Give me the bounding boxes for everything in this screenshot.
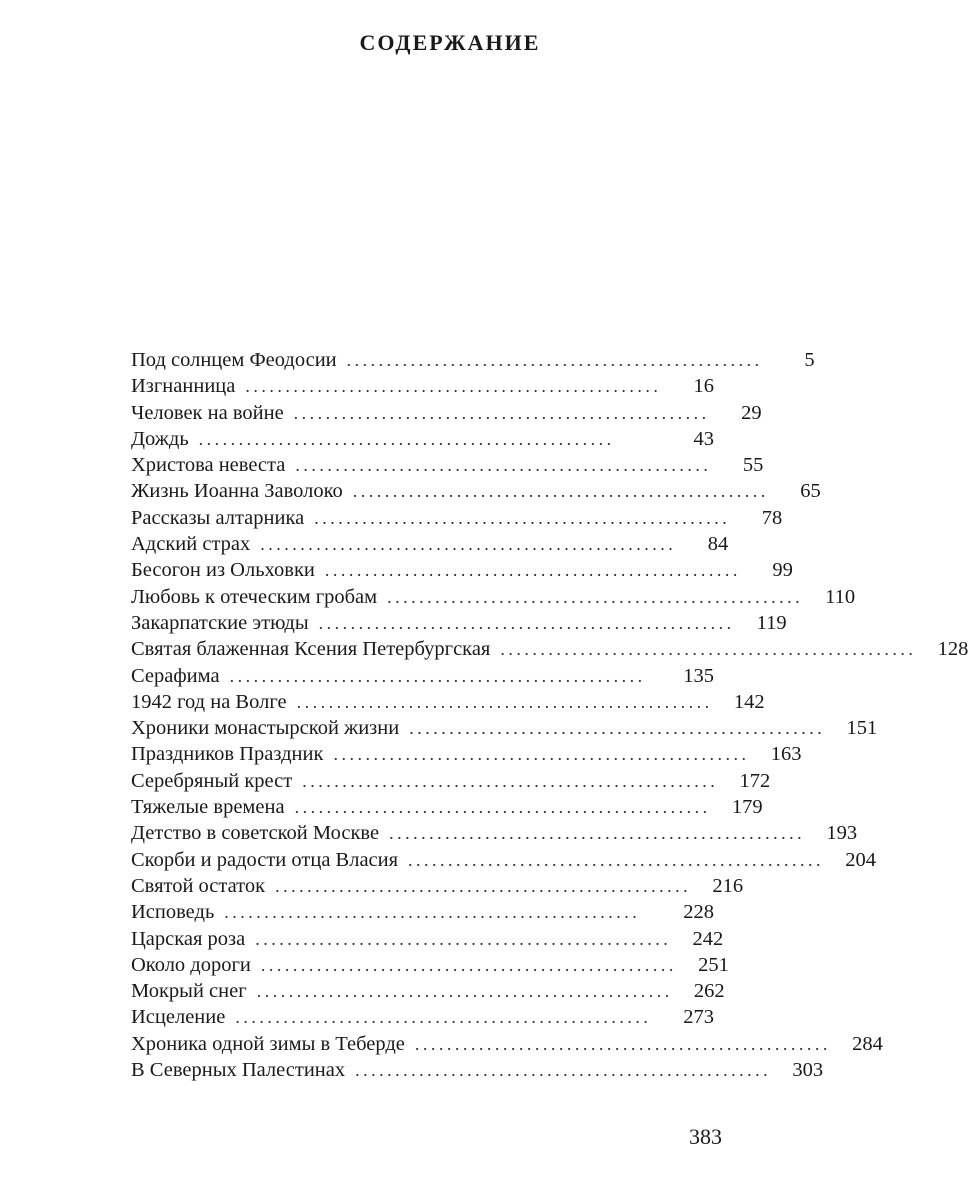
toc-entry[interactable] [131,478,821,504]
toc-entry-title: Жизнь Иоанна Заволоко [131,480,343,503]
dot-leader: .................................................... [346,350,763,370]
toc-entry[interactable] [131,1057,824,1083]
toc-entry-title: Скорби и радости отца Власия [131,848,399,871]
toc-entry[interactable] [131,373,714,399]
toc-entry-page: 262 [693,980,725,1003]
toc-entry-title: Человек на войне [131,401,284,424]
toc-entry[interactable] [131,715,878,741]
toc-entry[interactable] [131,505,783,531]
dot-leader: .................................................... [387,586,804,607]
toc-entry-title: Адский страх [131,533,251,556]
toc-entry[interactable] [131,873,744,899]
dot-leader: .................................................... [260,534,677,555]
dot-leader: .................................................... [352,481,769,502]
dot-leader: .................................................... [355,1060,772,1081]
toc-entry[interactable] [131,1004,714,1030]
toc-entry-page: 179 [731,796,763,819]
toc-entry-page: 29 [741,401,762,424]
toc-entry-title: Праздников Праздник [131,743,324,766]
toc-entry-title: Детство в советской Москве [131,822,380,845]
toc-entry[interactable] [131,452,764,478]
dot-leader: .................................................... [389,823,806,844]
toc-entry-title: Изгнанница [131,375,236,398]
dot-leader: .................................................... [408,849,825,870]
toc-entry-page: 99 [772,559,793,582]
toc-entry-page: 128 [937,638,968,661]
toc-entry-title: Святая блаженная Ксения Петербургская [131,638,491,661]
dot-leader: .................................................... [245,376,662,397]
toc-entry-page: 142 [733,690,765,713]
toc-entry[interactable] [131,636,968,662]
toc-entry-page: 228 [683,901,714,924]
dot-leader: .................................................... [318,612,735,633]
dot-leader: .................................................... [256,981,673,1002]
dot-leader: .................................................... [198,428,615,449]
toc-entry[interactable] [131,610,787,636]
toc-entry[interactable] [131,689,765,715]
dot-leader: .................................................... [229,665,646,686]
toc-entry-title: Хроники монастырской жизни [131,717,400,740]
toc-entry[interactable] [131,400,762,426]
toc-entry-page: 273 [683,1006,714,1029]
toc-entry-title: Серафима [131,664,220,687]
dot-leader: .................................................... [500,639,917,660]
toc-entry-page: 5 [804,349,815,371]
dot-leader: .................................................... [293,402,710,423]
dot-leader: .................................................... [294,797,711,818]
toc-entry[interactable] [131,584,856,610]
toc-entry[interactable] [131,426,714,452]
toc-entry-title: Исцеление [131,1006,226,1029]
toc-entry[interactable] [131,978,725,1004]
toc-entry-page: 16 [693,375,714,398]
toc-entry-page: 172 [739,769,771,792]
toc-entry-title: Закарпатские этюды [131,611,309,634]
toc-entry[interactable] [131,952,729,978]
toc-entry[interactable] [131,820,858,846]
toc-entry-title: В Северных Палестинах [131,1059,346,1082]
table-of-contents [131,347,968,1083]
toc-entry-page: 43 [693,427,714,450]
toc-entry-title: Любовь к отеческим гробам [131,585,378,608]
dot-leader: .................................................... [295,455,712,476]
toc-entry-title: Исповедь [131,901,215,924]
toc-entry-page: 251 [698,953,729,976]
toc-entry[interactable] [131,899,714,925]
toc-entry-page: 55 [742,454,764,477]
dot-leader: .................................................... [324,560,741,581]
toc-entry-page: 284 [852,1032,883,1055]
page-title: СОДЕРЖАНИЕ [359,30,541,55]
toc-entry[interactable] [131,1031,883,1057]
toc-entry-page: 151 [846,717,878,740]
dot-leader: .................................................... [314,507,731,528]
toc-entry-title: Серебряный крест [131,769,293,792]
toc-entry[interactable] [131,557,793,583]
dot-leader: .................................................... [296,691,713,712]
toc-entry[interactable] [131,347,815,373]
toc-entry-title: Царская роза [131,927,246,950]
toc-entry-page: 242 [692,927,724,950]
toc-entry-page: 119 [756,611,787,634]
dot-leader: .................................................... [235,1007,652,1028]
toc-entry[interactable] [131,663,714,689]
toc-entry-title: Святой остаток [131,874,266,897]
dot-leader: .................................................... [414,1033,831,1054]
dot-leader: .................................................... [255,928,672,949]
toc-entry-page: 110 [825,585,856,608]
toc-entry-title: Дождь [131,427,189,450]
toc-entry-page: 163 [770,743,802,766]
toc-entry-page: 216 [712,874,744,897]
dot-leader: .................................................... [224,902,641,923]
toc-entry[interactable] [131,926,724,952]
toc-entry-page: 78 [761,506,783,529]
toc-entry-page: 65 [800,480,821,503]
toc-entry-title: Хроника одной зимы в Теберде [131,1032,405,1055]
dot-leader: .................................................... [409,718,826,739]
toc-entry-page: 204 [845,848,877,871]
toc-entry-title: Рассказы алтарника [131,506,305,529]
toc-entry[interactable] [131,794,763,820]
toc-entry-title: 1942 год на Волге [131,690,287,713]
dot-leader: .................................................... [333,744,750,765]
toc-entry-page: 193 [826,822,858,845]
toc-entry-title: Мокрый снег [131,980,247,1003]
dot-leader: .................................................... [260,954,677,975]
dot-leader: .................................................... [302,770,719,791]
toc-entry-page: 303 [792,1059,824,1082]
toc-entry-title: Бесогон из Ольховки [131,559,315,582]
toc-entry-title: Христова невеста [131,454,286,477]
toc-entry[interactable] [131,531,729,557]
toc-entry-page: 135 [683,664,714,687]
toc-entry[interactable] [131,768,771,794]
toc-entry-page: 84 [707,533,729,556]
toc-entry[interactable] [131,847,877,873]
dot-leader: .................................................... [275,875,692,896]
toc-entry[interactable] [131,741,802,767]
toc-entry-title: Около дороги [131,953,251,976]
page-number: 383 [689,1124,722,1149]
toc-entry-title: Тяжелые времена [131,796,285,819]
toc-entry-title: Под солнцем Феодосии [131,349,337,371]
